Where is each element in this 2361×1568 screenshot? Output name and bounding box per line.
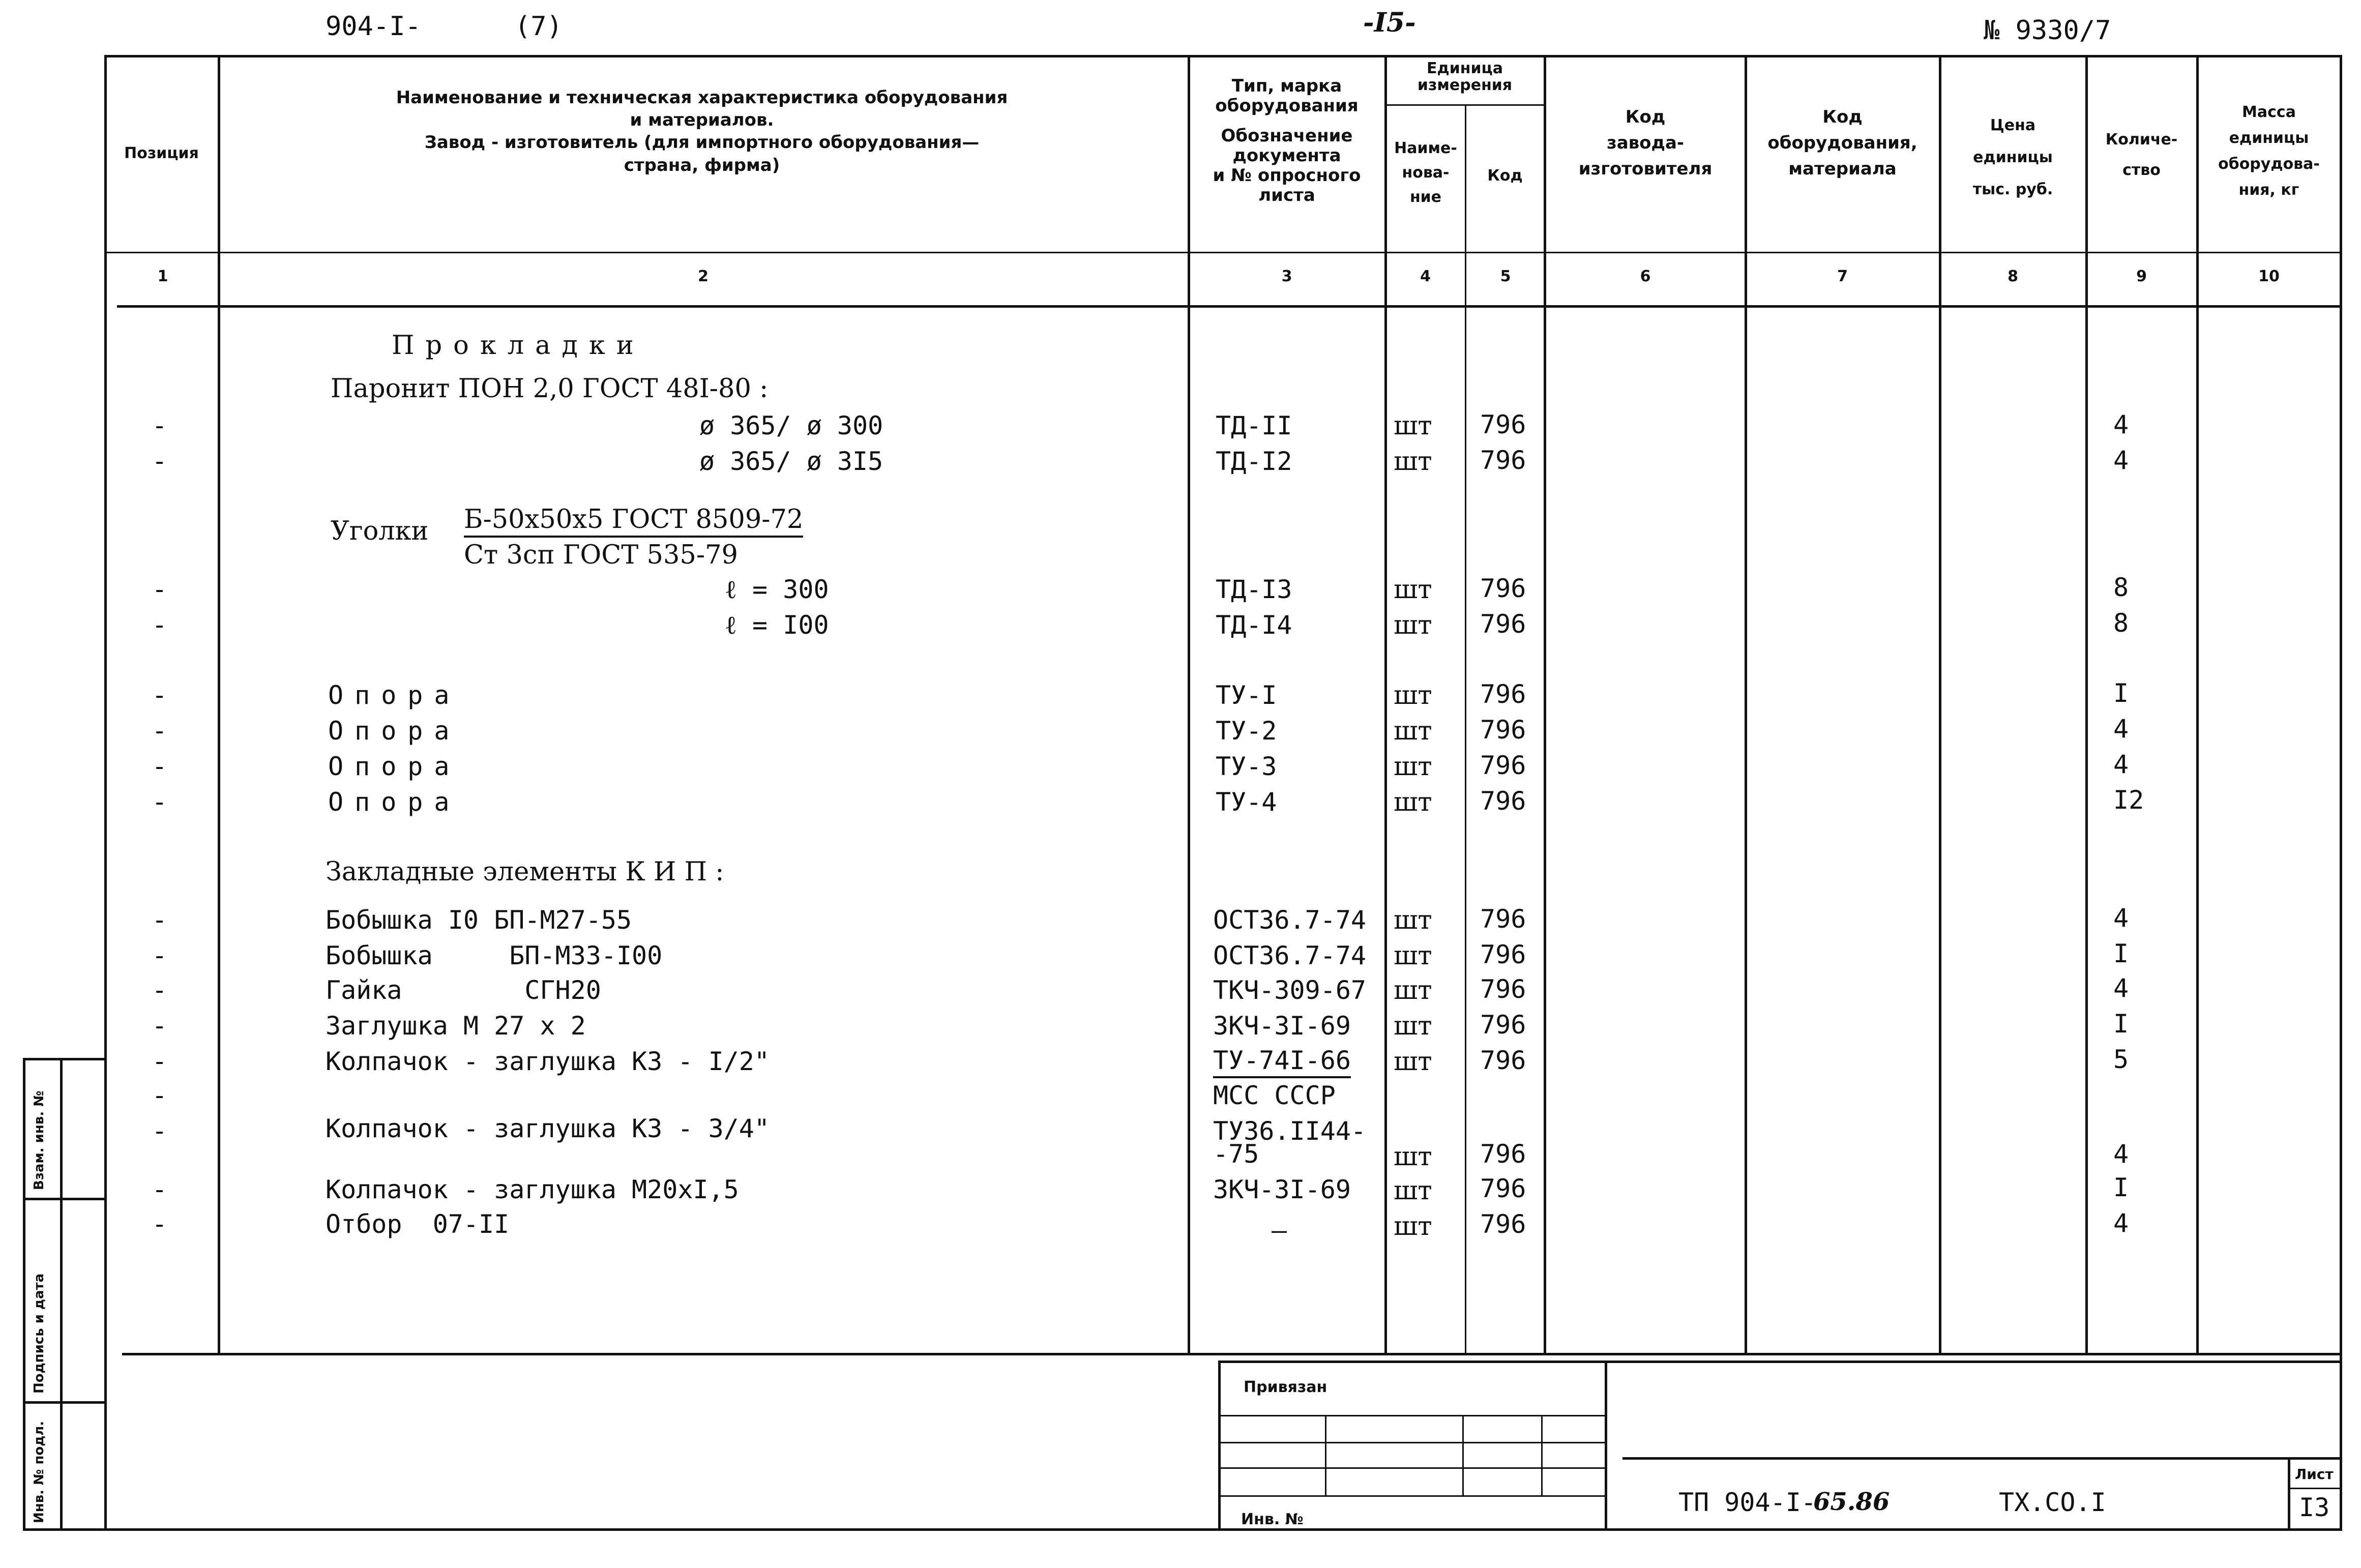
row-unit-code: 796: [1480, 1046, 1526, 1075]
row-unit-code: 796: [1480, 1010, 1526, 1040]
row-unit: шт: [1394, 1211, 1432, 1241]
row-name: ℓ = I00: [725, 610, 829, 640]
header-quantity: [2087, 125, 2196, 186]
row-quantity: 4: [2113, 410, 2129, 439]
header-price-line3: тыс. руб.: [1972, 181, 2053, 198]
header-factory-code: [1546, 104, 1745, 182]
header-quantity-line1: Количе-: [2105, 131, 2178, 149]
row-position: -: [155, 447, 164, 477]
part-number: (7): [515, 11, 563, 42]
row-quantity: I: [2113, 1173, 2129, 1202]
row-name: Колпачок - заглушка М20хI,5: [326, 1175, 739, 1204]
row-name: Гайка СГН20: [326, 975, 601, 1005]
header-mass-line2: единицы: [2229, 129, 2309, 147]
header-price: [1940, 109, 2085, 205]
side-label-signature-date: Подпись и дата: [32, 1273, 47, 1394]
header-name-line3: Завод - изготовитель (для импортного оборудования—: [424, 132, 980, 153]
row-name: Опора: [328, 681, 461, 710]
header-type-line6: листа: [1258, 185, 1315, 206]
row-unit: шт: [1394, 905, 1432, 935]
row-unit: шт: [1394, 716, 1432, 746]
column-numbers-separator: [117, 305, 2342, 308]
row-document: ТУ36.II44-: [1213, 1116, 1367, 1146]
header-name-block: [224, 86, 1180, 176]
row-unit: шт: [1394, 610, 1432, 640]
row-position: -: [155, 1116, 164, 1146]
side-label-replaced-inv: Взам. инв. №: [32, 1090, 47, 1190]
row-name: Заглушка М 27 х 2: [326, 1011, 586, 1041]
header-type-line1: Тип, марка: [1231, 76, 1342, 96]
row-unit-code: 796: [1480, 609, 1526, 639]
row-document: ОСТ36.7-74: [1213, 905, 1367, 935]
row-unit: шт: [1394, 787, 1432, 817]
col-divider-9: [2196, 55, 2199, 1353]
col-divider-8: [2085, 55, 2088, 1353]
row-quantity: 4: [2113, 1139, 2129, 1169]
row-document: ТУ-I: [1216, 681, 1277, 710]
side-strip-divider-2: [23, 1401, 107, 1404]
column-number-7: 7: [1837, 268, 1848, 285]
row-unit-code: 796: [1480, 410, 1526, 439]
stamp-grid-vline-2: [1462, 1415, 1464, 1496]
stamp-designation-prefix: ТП 904-I-: [1678, 1488, 1816, 1517]
col-divider-4: [1465, 104, 1466, 1353]
row-unit-code: 796: [1480, 904, 1526, 934]
row-name: Отбор 07-II: [326, 1209, 510, 1239]
row-position: -: [155, 975, 164, 1005]
row-unit: шт: [1394, 752, 1432, 782]
row-position: -: [155, 1047, 164, 1077]
row-name: Опора: [328, 787, 461, 817]
header-equipment-line1: Код: [1822, 107, 1863, 127]
row-position: -: [155, 905, 164, 935]
column-number-4: 4: [1420, 268, 1431, 285]
header-mass-line3: оборудова-: [2218, 155, 2320, 173]
row-quantity: I: [2113, 1009, 2129, 1039]
stamp-sheet-label: Лист: [2295, 1466, 2334, 1483]
row-document: ТУ-74I-66: [1213, 1046, 1351, 1078]
column-number-10: 10: [2258, 268, 2280, 285]
row-quantity: 4: [2113, 1208, 2129, 1238]
stamp-sheet-number: I3: [2299, 1493, 2330, 1522]
header-name-line2: и материалов.: [630, 110, 774, 131]
col-divider-1: [218, 55, 220, 1353]
row-unit: шт: [1394, 975, 1432, 1005]
header-factory-line2: завода-: [1606, 133, 1685, 153]
row-unit: шт: [1394, 1047, 1432, 1077]
page-number: -I5-: [1363, 7, 1416, 38]
row-position: -: [155, 941, 164, 971]
row-spec: Б-50х50х5 ГОСТ 8509-72: [464, 505, 803, 538]
row-document: —: [1272, 1216, 1287, 1245]
col-divider-7: [1939, 55, 1941, 1353]
side-strip-top: [23, 1058, 107, 1060]
row-quantity: 4: [2113, 973, 2129, 1003]
header-unit-name: [1388, 136, 1464, 210]
row-name: ø 365/ ø 3I5: [699, 447, 883, 476]
row-quantity: 4: [2113, 446, 2129, 475]
stamp-grid-line-1: [1221, 1415, 1605, 1416]
column-number-3: 3: [1281, 268, 1292, 285]
row-position: -: [155, 411, 164, 441]
header-mass-line4: ния, кг: [2238, 181, 2299, 199]
row-name: Уголки: [331, 516, 429, 546]
row-unit-code: 796: [1480, 1139, 1526, 1169]
row-unit-code: 796: [1480, 1174, 1526, 1203]
column-number-6: 6: [1640, 268, 1651, 285]
header-quantity-line2: ство: [2122, 161, 2161, 179]
header-mass: [2198, 99, 2340, 203]
header-type-line4: документа: [1232, 145, 1341, 166]
column-number-8: 8: [2008, 268, 2018, 285]
col-divider-5: [1544, 55, 1546, 1353]
row-unit: шт: [1394, 1142, 1432, 1172]
row-name: Опора: [328, 752, 461, 781]
stamp-grid-line-2: [1221, 1442, 1605, 1443]
column-number-1: 1: [157, 268, 168, 285]
row-document: ТД-I2: [1216, 447, 1292, 476]
row-position: -: [155, 575, 164, 605]
row-spec: Ст 3сп ГОСТ 535-79: [464, 540, 738, 570]
stamp-grid-line-3: [1221, 1467, 1605, 1469]
row-position: -: [155, 610, 164, 640]
row-name: Опора: [328, 716, 461, 746]
row-unit-code: 796: [1480, 974, 1526, 1004]
stamp-sheet-divider: [2288, 1457, 2290, 1528]
row-document: ЗКЧ-3I-69: [1213, 1175, 1351, 1204]
row-unit: шт: [1394, 411, 1432, 441]
header-price-line1: Цена: [1990, 116, 2036, 134]
row-document: МСС СССР: [1213, 1081, 1336, 1110]
row-unit: шт: [1394, 941, 1432, 971]
frame-left: [104, 55, 107, 1530]
header-unit-name-line3: ние: [1409, 188, 1442, 206]
stamp-designation-line: [1622, 1457, 2342, 1460]
row-unit: шт: [1394, 681, 1432, 711]
header-unit-name-line2: нова-: [1402, 164, 1450, 182]
col-divider-6: [1745, 55, 1747, 1353]
row-unit: шт: [1394, 575, 1432, 605]
table-bottom-border: [122, 1353, 2342, 1355]
section-embedded-elements: Закладные элементы К И П :: [326, 857, 724, 887]
row-position: -: [155, 1011, 164, 1041]
stamp-grid-vline-3: [1541, 1415, 1543, 1496]
header-type-line5: и № опросного: [1213, 165, 1361, 186]
row-document: ТУ-3: [1216, 752, 1277, 781]
table-top-border: [104, 55, 2342, 57]
row-quantity: 4: [2113, 903, 2129, 933]
row-unit-code: 796: [1480, 679, 1526, 709]
side-label-original-inv: Инв. № подл.: [32, 1421, 47, 1523]
stamp-middle-border: [1605, 1360, 1607, 1528]
stamp-sheet-label-line: [2288, 1488, 2342, 1489]
row-document: ТД-II: [1216, 411, 1292, 440]
header-factory-line3: изготовителя: [1578, 159, 1713, 179]
column-number-9: 9: [2136, 268, 2147, 285]
header-factory-line1: Код: [1625, 107, 1666, 127]
header-unit-name-line1: Наиме-: [1394, 139, 1457, 157]
row-document: ТУ-4: [1216, 787, 1277, 817]
row-unit-code: 796: [1480, 786, 1526, 816]
row-name: ℓ = 300: [725, 575, 829, 604]
row-unit-code: 796: [1480, 940, 1526, 969]
series-number: 904-I-: [326, 11, 421, 42]
row-name: Колпачок - заглушка КЗ - I/2": [326, 1047, 770, 1076]
header-unit-line2: измерения: [1417, 76, 1513, 94]
row-quantity: I: [2113, 939, 2129, 968]
row-unit: шт: [1394, 1176, 1432, 1206]
row-unit-code: 796: [1480, 715, 1526, 745]
header-type-line3: Обозначение: [1221, 126, 1353, 146]
header-price-line2: единицы: [1973, 149, 2053, 166]
row-unit-code: 796: [1480, 1209, 1526, 1239]
row-unit-code: 796: [1480, 751, 1526, 780]
row-document: ЗКЧ-3I-69: [1213, 1011, 1351, 1041]
row-document: ТД-I3: [1216, 575, 1292, 604]
header-equipment-code: [1747, 104, 1938, 182]
row-quantity: 8: [2113, 608, 2129, 638]
header-unit-line1: Единица: [1427, 60, 1503, 77]
stamp-inventory-label: Инв. №: [1241, 1511, 1304, 1528]
stamp-designation-suffix: ТХ.СО.I: [1999, 1488, 2106, 1517]
row-unit-code: 796: [1480, 574, 1526, 603]
row-name: Паронит ПОН 2,0 ГОСТ 48I-80 :: [331, 374, 769, 404]
header-equipment-line3: материала: [1788, 159, 1897, 179]
row-document: ТД-I4: [1216, 610, 1292, 640]
row-position: -: [155, 787, 164, 817]
row-position: -: [155, 1081, 164, 1111]
section-gaskets: Прокладки: [392, 331, 645, 361]
header-unit-group: [1386, 60, 1544, 94]
row-document: ОСТ36.7-74: [1213, 941, 1367, 970]
header-name-line4: страна, фирма): [624, 155, 780, 175]
row-position: -: [155, 752, 164, 782]
header-type-block: [1190, 76, 1383, 206]
row-document: ТУ-2: [1216, 716, 1277, 746]
stamp-grid-line-4: [1221, 1495, 1605, 1497]
row-quantity: 4: [2113, 714, 2129, 744]
side-strip-left: [23, 1058, 25, 1528]
col-divider-2: [1188, 55, 1190, 1353]
column-number-2: 2: [698, 268, 709, 285]
side-strip-divider-1: [23, 1198, 107, 1200]
header-equipment-line2: оборудования,: [1767, 133, 1917, 153]
header-type-line2: оборудования: [1215, 96, 1359, 116]
row-name: Бобышка I0 БП-М27-55: [326, 905, 632, 935]
header-name-line1: Наименование и техническая характеристика оборудования: [396, 87, 1008, 108]
stamp-designation-handwritten: 65.86: [1813, 1488, 1890, 1516]
row-name: ø 365/ ø 300: [699, 411, 883, 440]
frame-right: [2340, 55, 2342, 1530]
header-position: Позиция: [124, 144, 199, 162]
row-quantity: 5: [2113, 1045, 2129, 1074]
header-mass-line1: Масса: [2242, 103, 2296, 121]
column-number-5: 5: [1500, 268, 1511, 285]
header-separator: [104, 252, 2342, 253]
stamp-top-border: [1218, 1360, 2342, 1363]
row-position: -: [155, 1175, 164, 1205]
row-quantity: 4: [2113, 750, 2129, 779]
col-divider-3: [1384, 55, 1387, 1353]
header-unit-code: Код: [1487, 167, 1523, 185]
stamp-left-border: [1218, 1360, 1221, 1528]
stamp-attached-label: Привязан: [1244, 1378, 1327, 1396]
side-strip-middle: [60, 1058, 63, 1528]
side-strip-bottom: [23, 1528, 2342, 1531]
row-quantity: I: [2113, 678, 2129, 708]
row-unit-code: 796: [1480, 446, 1526, 475]
stamp-grid-vline-1: [1325, 1415, 1326, 1496]
row-document-continued: -75: [1213, 1139, 1259, 1169]
row-unit: шт: [1394, 447, 1432, 477]
row-position: -: [155, 1209, 164, 1239]
row-name: Бобышка БП-М33-I00: [326, 941, 663, 970]
row-unit: шт: [1394, 1011, 1432, 1041]
row-position: -: [155, 716, 164, 746]
row-name: Колпачок - заглушка КЗ - 3/4": [326, 1114, 770, 1143]
row-position: -: [155, 681, 164, 711]
row-document: ТКЧ-309-67: [1213, 975, 1367, 1005]
row-quantity: I2: [2113, 785, 2144, 815]
album-number: № 9330/7: [1984, 15, 2111, 46]
row-quantity: 8: [2113, 573, 2129, 602]
